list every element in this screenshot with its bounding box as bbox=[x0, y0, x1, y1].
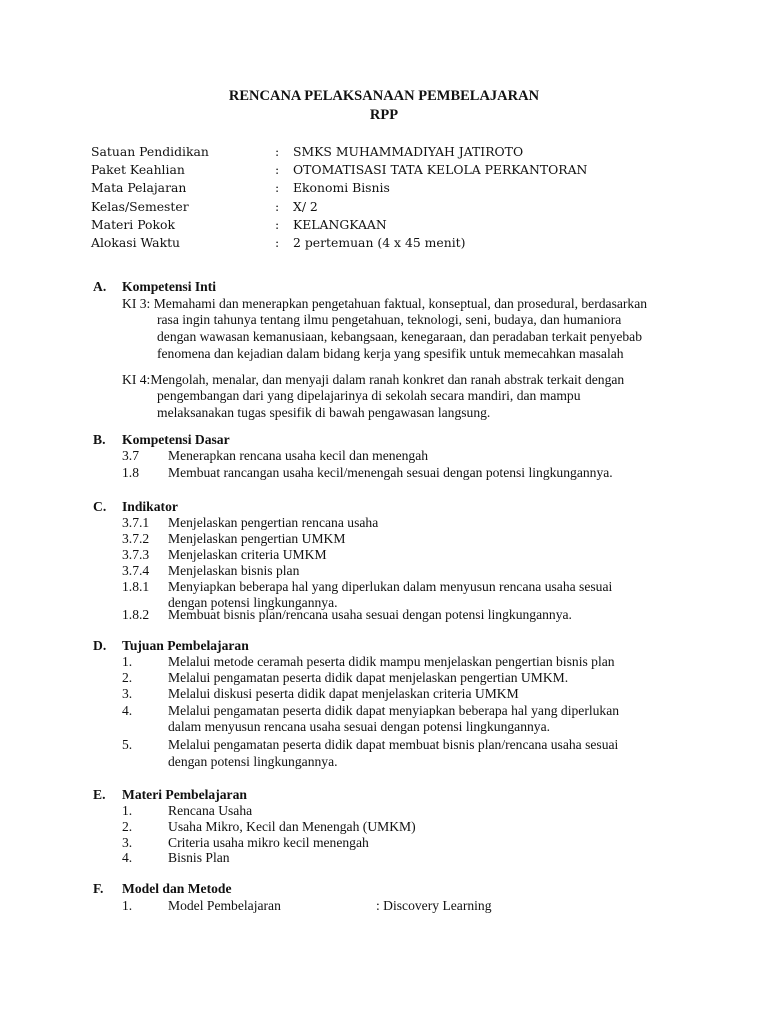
item-text: Membuat rancangan usaha kecil/menengah sesuai dengan potensi lingkungannya. bbox=[168, 465, 613, 480]
identity-value: Ekonomi Bisnis bbox=[293, 180, 390, 195]
identity-value: SMKS MUHAMMADIYAH JATIROTO bbox=[293, 144, 524, 159]
item-number: 1.8.1 bbox=[122, 579, 150, 594]
item-number: 2. bbox=[122, 670, 133, 685]
ki4-text: KI 4:Mengolah, menalar, dan menyaji dalam ranah konkret dan ranah abstrak terkait dengan bbox=[122, 372, 625, 387]
ki3-text: KI 3: Memahami dan menerapkan pengetahuan faktual, konseptual, dan prosedural, berdasarkan bbox=[122, 296, 648, 311]
identity-label: Alokasi Waktu bbox=[91, 235, 181, 250]
identity-sep: : bbox=[275, 217, 280, 232]
section-heading: Kompetensi Inti bbox=[122, 279, 217, 294]
section-letter: A. bbox=[93, 279, 107, 294]
identity-label: Mata Pelajaran bbox=[91, 180, 187, 195]
item-number: 3.7.2 bbox=[122, 531, 150, 546]
item-number: 5. bbox=[122, 737, 133, 752]
identity-sep: : bbox=[275, 199, 280, 214]
identity-label: Paket Keahlian bbox=[91, 162, 185, 177]
section-letter: F. bbox=[93, 881, 104, 896]
identity-sep: : bbox=[275, 144, 280, 159]
item-number: 3. bbox=[122, 835, 133, 850]
identity-value: OTOMATISASI TATA KELOLA PERKANTORAN bbox=[293, 162, 588, 177]
item-number: 1.8 bbox=[122, 465, 139, 480]
item-text: Usaha Mikro, Kecil dan Menengah (UMKM) bbox=[168, 819, 416, 834]
section-heading: Materi Pembelajaran bbox=[122, 787, 247, 802]
section-letter: B. bbox=[93, 432, 106, 447]
item-value: : Discovery Learning bbox=[376, 898, 492, 913]
ki3-text: rasa ingin tahunya tentang ilmu pengetahuan, teknologi, seni, budaya, dan humaniora bbox=[157, 312, 622, 327]
document-subtitle: RPP bbox=[369, 107, 399, 123]
item-text: Melalui pengamatan peserta didik dapat membuat bisnis plan/rencana usaha sesuai bbox=[168, 737, 619, 752]
item-text: Melalui pengamatan peserta didik dapat menyiapkan beberapa hal yang diperlukan bbox=[168, 703, 620, 718]
identity-value: X/ 2 bbox=[293, 199, 318, 214]
item-number: 4. bbox=[122, 703, 133, 718]
section-heading: Model dan Metode bbox=[122, 881, 232, 896]
item-number: 3.7 bbox=[122, 448, 139, 463]
item-text: Bisnis Plan bbox=[168, 850, 230, 865]
section-letter: E. bbox=[93, 787, 106, 802]
identity-label: Materi Pokok bbox=[91, 217, 175, 232]
item-text-continued: dengan potensi lingkungannya. bbox=[168, 595, 338, 610]
identity-value: KELANGKAAN bbox=[293, 217, 387, 232]
item-text: Menjelaskan bisnis plan bbox=[168, 563, 300, 578]
item-number: 2. bbox=[122, 819, 133, 834]
item-text: Menjelaskan pengertian rencana usaha bbox=[168, 515, 379, 530]
item-number: 1. bbox=[122, 654, 133, 669]
ki4-text: pengembangan dari yang dipelajarinya di sekolah secara mandiri, dan mampu bbox=[157, 388, 581, 403]
item-text: Membuat bisnis plan/rencana usaha sesuai dengan potensi lingkungannya. bbox=[168, 607, 572, 622]
item-text: Melalui pengamatan peserta didik dapat menjelaskan pengertian UMKM. bbox=[168, 670, 569, 685]
item-number: 1. bbox=[122, 803, 133, 818]
identity-label: Kelas/Semester bbox=[91, 199, 189, 214]
item-text: Criteria usaha mikro kecil menengah bbox=[168, 835, 369, 850]
section-heading: Tujuan Pembelajaran bbox=[122, 638, 249, 653]
item-text: Rencana Usaha bbox=[168, 803, 253, 818]
section-letter: D. bbox=[93, 638, 107, 653]
ki3-text: dengan wawasan kemanusiaan, kebangsaan, kenegaraan, dan peradaban terkait penyebab bbox=[157, 329, 642, 344]
item-text: Menjelaskan pengertian UMKM bbox=[168, 531, 346, 546]
document-title: RENCANA PELAKSANAAN PEMBELAJARAN bbox=[228, 88, 540, 104]
ki3-text: fenomena dan kejadian dalam bidang kerja yang spesifik untuk memecahkan masalah bbox=[157, 346, 624, 361]
item-text: Menjelaskan criteria UMKM bbox=[168, 547, 327, 562]
item-number: 3.7.1 bbox=[122, 515, 150, 530]
item-number: 3.7.3 bbox=[122, 547, 150, 562]
item-text-continued: dengan potensi lingkungannya. bbox=[168, 754, 338, 769]
identity-label: Satuan Pendidikan bbox=[91, 144, 209, 159]
identity-sep: : bbox=[275, 235, 280, 250]
ki4-text: melaksanakan tugas spesifik di bawah pengawasan langsung. bbox=[157, 405, 491, 420]
identity-value: 2 pertemuan (4 x 45 menit) bbox=[293, 235, 466, 250]
item-number: 3. bbox=[122, 686, 133, 701]
item-text: Melalui diskusi peserta didik dapat menjelaskan criteria UMKM bbox=[168, 686, 519, 701]
item-text: Menyiapkan beberapa hal yang diperlukan dalam menyusun rencana usaha sesuai bbox=[168, 579, 613, 594]
section-heading: Indikator bbox=[122, 499, 178, 514]
identity-sep: : bbox=[275, 180, 280, 195]
item-text: Model Pembelajaran bbox=[168, 898, 281, 913]
item-number: 1.8.2 bbox=[122, 607, 150, 622]
item-text: Melalui metode ceramah peserta didik mampu menjelaskan pengertian bisnis plan bbox=[168, 654, 615, 669]
item-number: 3.7.4 bbox=[122, 563, 150, 578]
item-number: 1. bbox=[122, 898, 133, 913]
item-number: 4. bbox=[122, 850, 133, 865]
item-text: Menerapkan rencana usaha kecil dan menengah bbox=[168, 448, 429, 463]
section-heading: Kompetensi Dasar bbox=[122, 432, 230, 447]
section-letter: C. bbox=[93, 499, 107, 514]
item-text-continued: dalam menyusun rencana usaha sesuai dengan potensi lingkungannya. bbox=[168, 719, 551, 734]
identity-sep: : bbox=[275, 162, 280, 177]
